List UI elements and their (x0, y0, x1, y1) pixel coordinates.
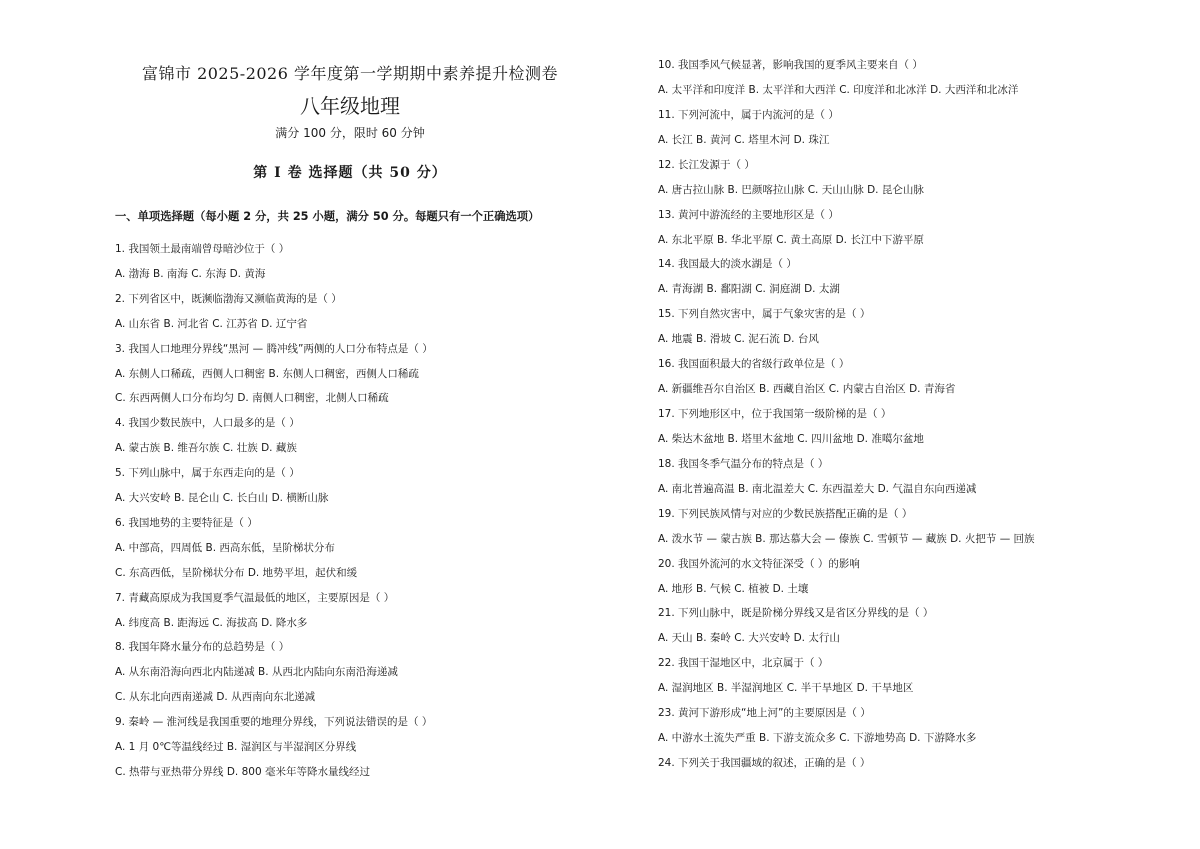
answer-options: C. 热带与亚热带分界线 D. 800 毫米年等降水量线经过 (115, 765, 370, 778)
question-text: 12. 长江发源于（ ） (658, 158, 755, 171)
answer-options: A. 从东南沿海向西北内陆递减 B. 从西北内陆向东南沿海递减 (115, 666, 398, 679)
answer-options: A. 湿润地区 B. 半湿润地区 C. 半干旱地区 D. 干旱地区 (658, 682, 914, 695)
answer-options: A. 中游水土流失严重 B. 下游支流众多 C. 下游地势高 D. 下游降水多 (658, 732, 977, 745)
answer-options: A. 地震 B. 滑坡 C. 泥石流 D. 台风 (658, 333, 819, 346)
question-text: 18. 我国冬季气温分布的特点是（ ） (658, 457, 829, 470)
question-text: 10. 我国季风气候显著，影响我国的夏季风主要来自（ ） (658, 59, 923, 71)
question-text: 17. 下列地形区中，位于我国第一级阶梯的是（ ） (658, 408, 892, 421)
question-text: 4. 我国少数民族中，人口最多的是（ ） (115, 417, 300, 430)
question-text: 6. 我国地势的主要特征是（ ） (115, 516, 258, 529)
answer-options: A. 新疆维吾尔自治区 B. 西藏自治区 C. 内蒙古自治区 D. 青海省 (658, 383, 956, 396)
question-text: 15. 下列自然灾害中，属于气象灾害的是（ ） (658, 308, 871, 321)
answer-options: A. 柴达木盆地 B. 塔里木盆地 C. 四川盆地 D. 准噶尔盆地 (658, 432, 924, 445)
answer-options: A. 纬度高 B. 距海远 C. 海拔高 D. 降水多 (115, 616, 308, 629)
section-instructions: 一、单项选择题（每小题 2 分，共 25 小题，满分 50 分。每题只有一个正确选项） (115, 210, 540, 223)
question-text: 9. 秦岭 — 淮河线是我国重要的地理分界线，下列说法错误的是（ ） (115, 716, 433, 729)
question-text: 23. 黄河下游形成“地上河”的主要原因是（ ） (658, 707, 871, 720)
section-title: 第 Ⅰ 卷 选择题（共 50 分） (253, 165, 447, 181)
answer-options: C. 东高西低，呈阶梯状分布 D. 地势平坦，起伏和缓 (115, 566, 358, 579)
question-text: 14. 我国最大的淡水湖是（ ） (658, 258, 797, 271)
answer-options: C. 东西两侧人口分布均匀 D. 南侧人口稠密，北侧人口稀疏 (115, 392, 389, 405)
answer-options: A. 青海湖 B. 鄱阳湖 C. 洞庭湖 D. 太湖 (658, 283, 840, 296)
question-text: 24. 下列关于我国疆域的叙述，正确的是（ ） (658, 757, 871, 770)
question-text: 13. 黄河中游流经的主要地形区是（ ） (658, 208, 839, 221)
question-text: 5. 下列山脉中，属于东西走向的是（ ） (115, 467, 300, 480)
question-text: 1. 我国领土最南端曾母暗沙位于（ ） (115, 243, 290, 255)
answer-options: A. 渤海 B. 南海 C. 东海 D. 黄海 (115, 267, 266, 280)
answer-options: A. 东侧人口稀疏，西侧人口稠密 B. 东侧人口稠密，西侧人口稀疏 (115, 367, 419, 380)
question-text: 20. 我国外流河的水文特征深受（ ）的影响 (658, 557, 860, 570)
question-text: 16. 我国面积最大的省级行政单位是（ ） (658, 358, 850, 371)
score-time-info: 满分 100 分，限时 60 分钟 (275, 126, 425, 140)
answer-options: A. 泼水节 — 蒙古族 B. 那达慕大会 — 傣族 C. 雪顿节 — 藏族 D. 火把节 — 回族 (658, 532, 1035, 545)
question-text: 7. 青藏高原成为我国夏季气温最低的地区，主要原因是（ ） (115, 591, 395, 604)
exam-title: 富锦市 2025-2026 学年度第一学期期中素养提升检测卷 (141, 64, 559, 83)
answer-options: A. 中部高，四周低 B. 西高东低，呈阶梯状分布 (115, 541, 335, 554)
answer-options: A. 大兴安岭 B. 昆仑山 C. 长白山 D. 横断山脉 (115, 492, 329, 504)
answer-options: A. 南北普遍高温 B. 南北温差大 C. 东西温差大 D. 气温自东向西递减 (658, 482, 977, 495)
question-text: 8. 我国年降水量分布的总趋势是（ ） (115, 641, 290, 654)
answer-options: A. 山东省 B. 河北省 C. 江苏省 D. 辽宁省 (115, 317, 308, 330)
question-text: 3. 我国人口地理分界线“黑河 — 腾冲线”两侧的人口分布特点是（ ） (115, 342, 433, 355)
answer-options: A. 长江 B. 黄河 C. 塔里木河 D. 珠江 (658, 133, 830, 146)
answer-options: A. 1 月 0℃等温线经过 B. 湿润区与半湿润区分界线 (115, 741, 357, 753)
answer-options: A. 天山 B. 秦岭 C. 大兴安岭 D. 太行山 (658, 632, 840, 645)
question-text: 11. 下列河流中，属于内流河的是（ ） (658, 108, 839, 121)
question-text: 21. 下列山脉中，既是阶梯分界线又是省区分界线的是（ ） (658, 607, 934, 620)
answer-options: A. 唐古拉山脉 B. 巴颜喀拉山脉 C. 天山山脉 D. 昆仑山脉 (658, 183, 924, 196)
answer-options: A. 蒙古族 B. 维吾尔族 C. 壮族 D. 藏族 (115, 442, 297, 455)
question-text: 22. 我国干湿地区中，北京属于（ ） (658, 657, 829, 670)
answer-options: A. 地形 B. 气候 C. 植被 D. 土壤 (658, 582, 809, 595)
subject-title: 八年级地理 (300, 94, 400, 118)
question-text: 2. 下列省区中，既濒临渤海又濒临黄海的是（ ） (115, 292, 342, 305)
answer-options: C. 从东北向西南递减 D. 从西南向东北递减 (115, 691, 316, 704)
answer-options: A. 东北平原 B. 华北平原 C. 黄土高原 D. 长江中下游平原 (658, 233, 924, 246)
question-text: 19. 下列民族风情与对应的少数民族搭配正确的是（ ） (658, 507, 913, 520)
answer-options: A. 太平洋和印度洋 B. 太平洋和大西洋 C. 印度洋和北冰洋 D. 大西洋和北冰洋 (658, 83, 1019, 96)
